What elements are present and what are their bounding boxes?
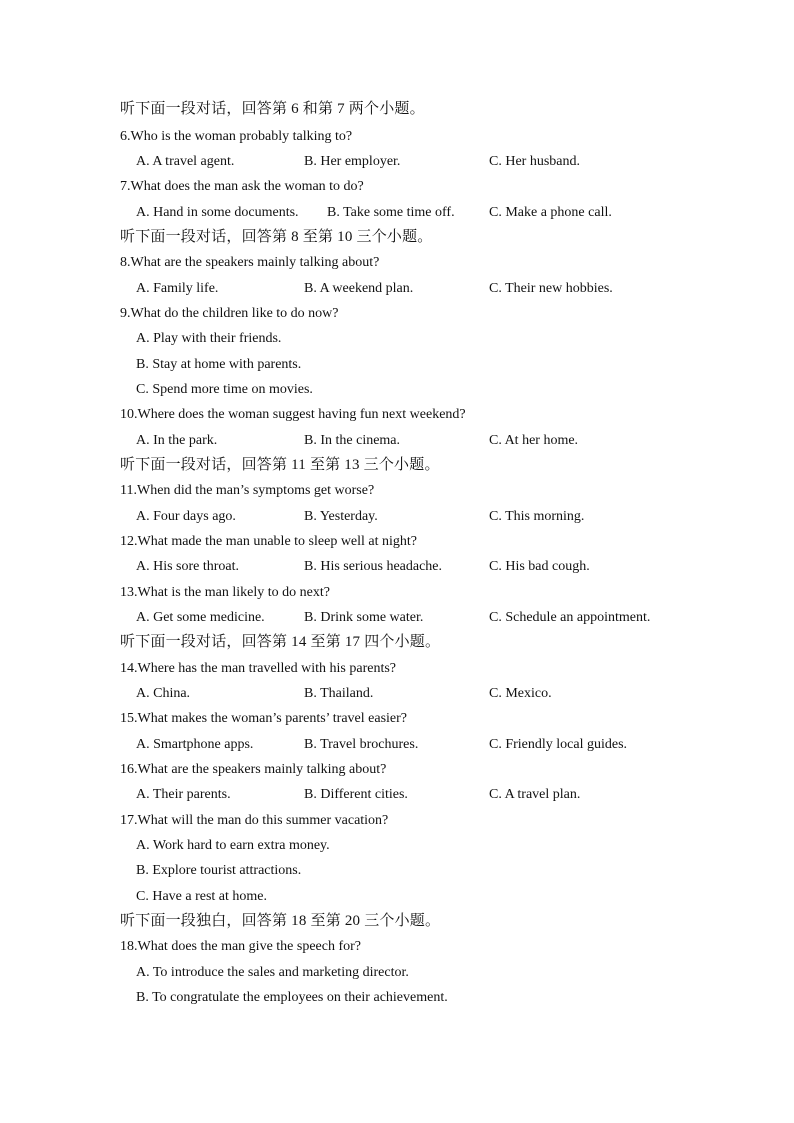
section-heading: 听下面一段对话，回答第 14 至第 17 四个小题。 bbox=[120, 634, 441, 650]
question-7: 7.What does the man ask the woman to do? bbox=[120, 179, 364, 194]
q10-option-c: C. At her home. bbox=[489, 433, 579, 448]
q17-option-c: C. Have a rest at home. bbox=[136, 889, 268, 904]
question-6: 6.Who is the woman probably talking to? bbox=[120, 129, 353, 144]
question-16: 16.What are the speakers mainly talking about? bbox=[120, 762, 387, 777]
q8-option-a: A. Family life. bbox=[136, 281, 219, 296]
question-10: 10.Where does the woman suggest having fun next weekend? bbox=[120, 407, 466, 422]
q17-option-a: A. Work hard to earn extra money. bbox=[136, 838, 330, 853]
q16-option-c: C. A travel plan. bbox=[489, 787, 581, 802]
q15-option-c: C. Friendly local guides. bbox=[489, 737, 628, 752]
q11-option-a: A. Four days ago. bbox=[136, 509, 236, 524]
q8-option-c: C. Their new hobbies. bbox=[489, 281, 613, 296]
q15-option-a: A. Smartphone apps. bbox=[136, 737, 254, 752]
q16-option-a: A. Their parents. bbox=[136, 787, 231, 802]
question-15: 15.What makes the woman’s parents’ travel easier? bbox=[120, 711, 408, 726]
question-18: 18.What does the man give the speech for? bbox=[120, 939, 362, 954]
question-17: 17.What will the man do this summer vacation? bbox=[120, 813, 389, 828]
q14-option-a: A. China. bbox=[136, 686, 191, 701]
q13-option-c: C. Schedule an appointment. bbox=[489, 610, 651, 625]
q7-option-c: C. Make a phone call. bbox=[489, 205, 612, 220]
q9-option-c: C. Spend more time on movies. bbox=[136, 382, 313, 397]
q12-option-a: A. His sore throat. bbox=[136, 559, 240, 574]
question-9: 9.What do the children like to do now? bbox=[120, 306, 339, 321]
section-heading: 听下面一段对话，回答第 8 至第 10 三个小题。 bbox=[120, 229, 433, 245]
q15-option-b: B. Travel brochures. bbox=[304, 737, 419, 752]
q18-option-b: B. To congratulate the employees on their achievement. bbox=[136, 990, 448, 1005]
section-heading: 听下面一段独白，回答第 18 至第 20 三个小题。 bbox=[120, 913, 441, 929]
q8-option-b: B. A weekend plan. bbox=[304, 281, 414, 296]
q10-option-a: A. In the park. bbox=[136, 433, 218, 448]
q13-option-b: B. Drink some water. bbox=[304, 610, 424, 625]
q10-option-b: B. In the cinema. bbox=[304, 433, 401, 448]
q17-option-b: B. Explore tourist attractions. bbox=[136, 863, 302, 878]
question-11: 11.When did the man’s symptoms get worse? bbox=[120, 483, 375, 498]
q11-option-b: B. Yesterday. bbox=[304, 509, 378, 524]
q11-option-c: C. This morning. bbox=[489, 509, 585, 524]
q6-option-b: B. Her employer. bbox=[304, 154, 401, 169]
question-13: 13.What is the man likely to do next? bbox=[120, 585, 330, 600]
q12-option-b: B. His serious headache. bbox=[304, 559, 443, 574]
question-14: 14.Where has the man travelled with his parents? bbox=[120, 661, 397, 676]
q6-option-a: A. A travel agent. bbox=[136, 154, 235, 169]
q13-option-a: A. Get some medicine. bbox=[136, 610, 265, 625]
q12-option-c: C. His bad cough. bbox=[489, 559, 590, 574]
section-heading: 听下面一段对话，回答第 6 和第 7 两个小题。 bbox=[120, 101, 425, 117]
q16-option-b: B. Different cities. bbox=[304, 787, 408, 802]
q14-option-c: C. Mexico. bbox=[489, 686, 552, 701]
section-heading: 听下面一段对话，回答第 11 至第 13 三个小题。 bbox=[120, 457, 440, 473]
q14-option-b: B. Thailand. bbox=[304, 686, 374, 701]
q6-option-c: C. Her husband. bbox=[489, 154, 580, 169]
question-8: 8.What are the speakers mainly talking about? bbox=[120, 255, 380, 270]
question-12: 12.What made the man unable to sleep well at night? bbox=[120, 534, 418, 549]
q18-option-a: A. To introduce the sales and marketing director. bbox=[136, 965, 409, 980]
q9-option-a: A. Play with their friends. bbox=[136, 331, 282, 346]
q7-option-b: B. Take some time off. bbox=[327, 205, 455, 220]
q7-option-a: A. Hand in some documents. bbox=[136, 205, 299, 220]
q9-option-b: B. Stay at home with parents. bbox=[136, 357, 302, 372]
